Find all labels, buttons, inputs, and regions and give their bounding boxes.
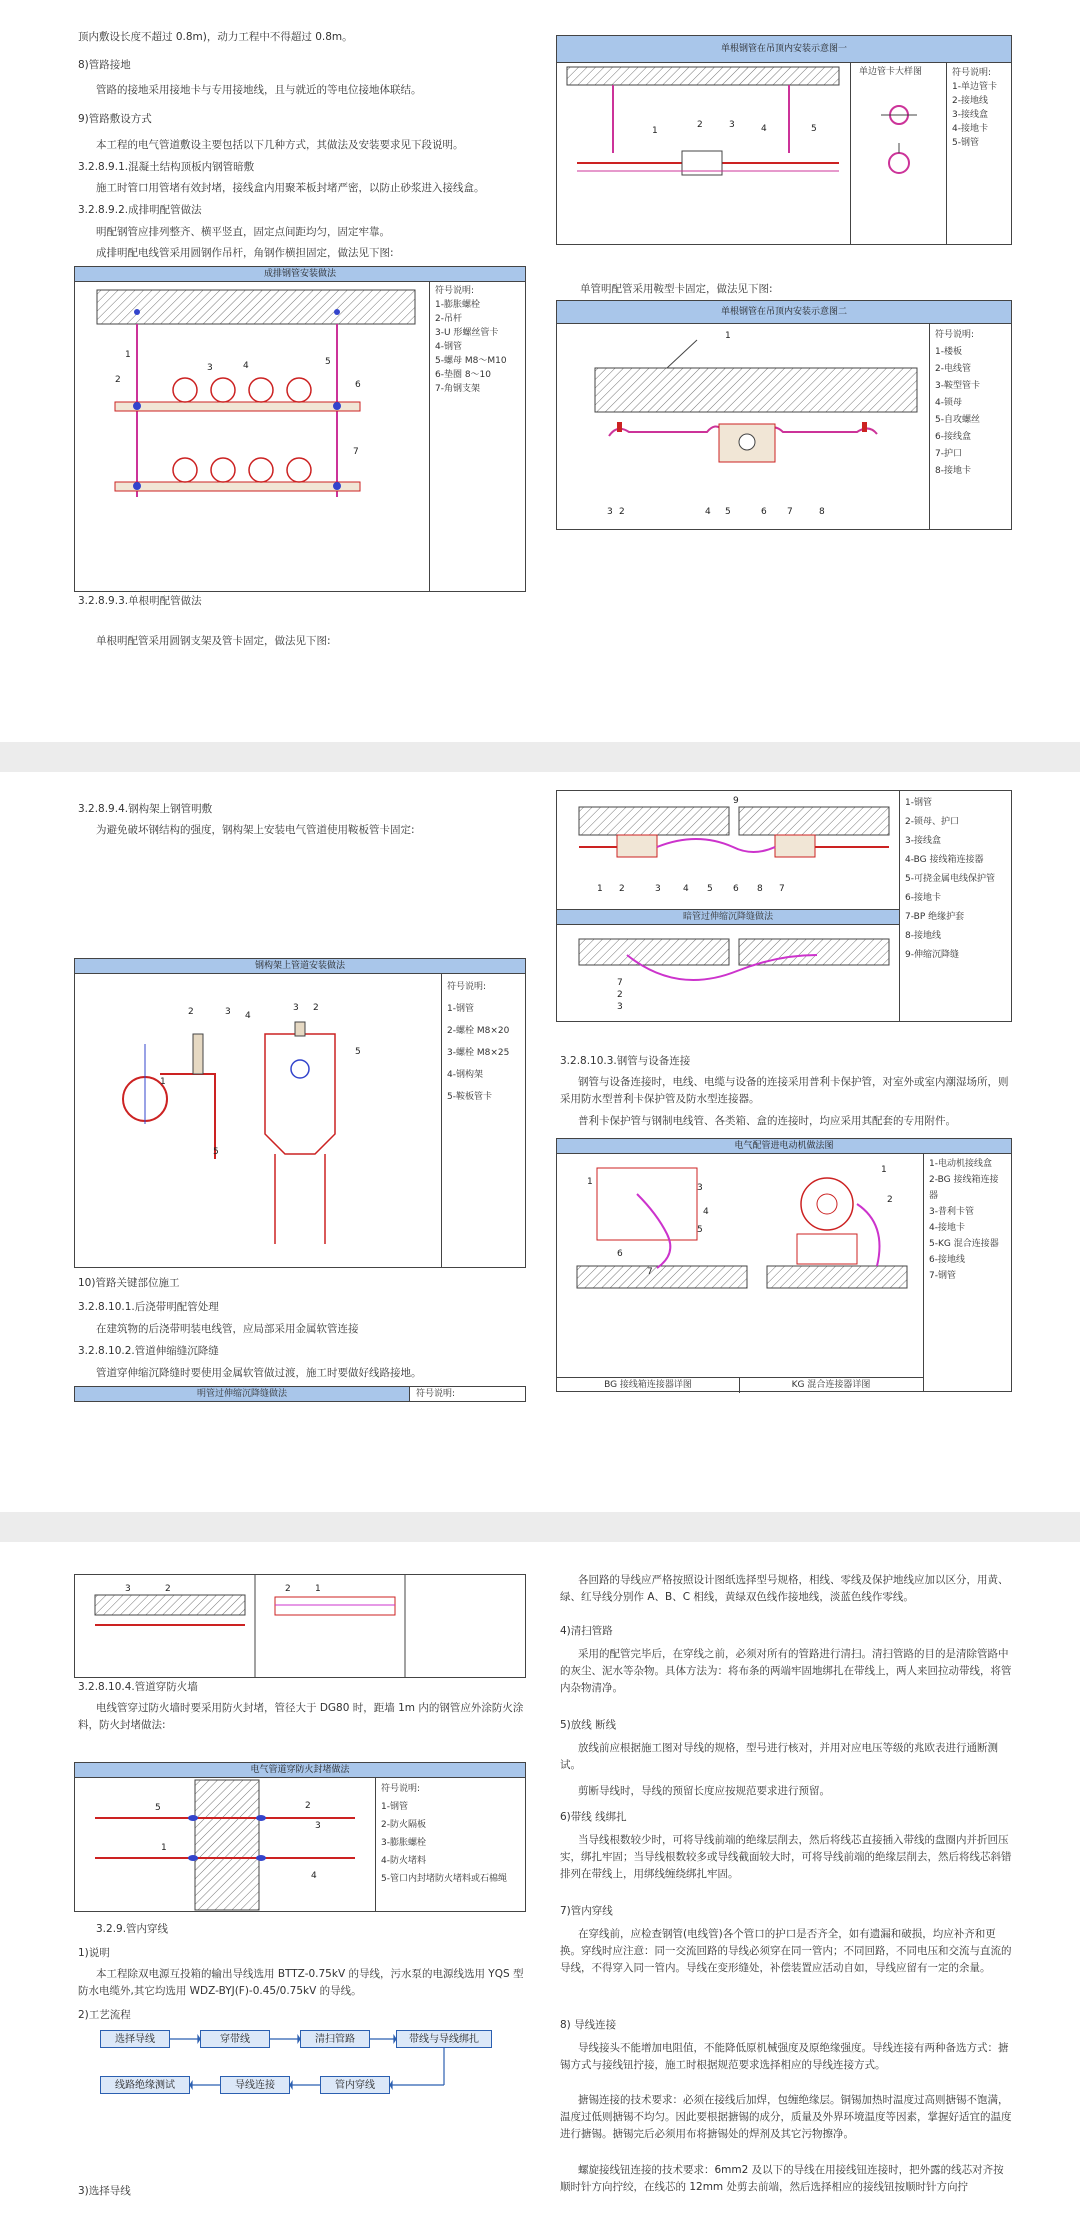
figure-title: 钢构架上管道安装做法 (75, 959, 525, 974)
heading: 3.2.9.管内穿线 (96, 1923, 169, 1935)
figure-title: 单根钢管在吊顶内安装示意图一 (557, 36, 1011, 63)
flow-step-2: 穿带线 (200, 2030, 270, 2048)
firewall-drawing (75, 1778, 375, 1912)
svg-text:3: 3 (125, 1584, 131, 1594)
pipe-clamp-detail (861, 85, 937, 185)
paragraph: 导线接头不能增加电阻值，不能降低原机械强度及原绝缘强度。导线连接有两种备选方式：搪锡方式与接线钮拧接，施工时根据规范要求选择相应的导线连接方式。 (560, 2042, 1009, 2071)
svg-text:8: 8 (757, 884, 763, 894)
svg-text:2: 2 (697, 120, 703, 130)
svg-text:1: 1 (125, 350, 131, 360)
svg-text:6: 6 (733, 884, 739, 894)
heading: 2)工艺流程 (78, 2009, 131, 2021)
svg-text:1: 1 (725, 331, 731, 341)
text-line: 在建筑物的后浇带明装电线管，应局部采用金属软管连接 (96, 1323, 359, 1335)
svg-text:6: 6 (617, 1249, 623, 1259)
figure-steel-frame (74, 958, 526, 1268)
legend: 1-电动机接线盒 2-BG 接线箱连接器 3-普利卡管 4-接地卡 5-KG 混合连接器 6-接地线 7-钢管 (923, 1153, 1011, 1391)
flow-step-6: 导线连接 (220, 2076, 290, 2094)
figure-firewall (74, 1762, 526, 1912)
text-line: 为避免破坏钢结构的强度，钢构架上安装电气管道使用鞍板管卡固定: (96, 824, 415, 836)
flow-arrows (90, 2030, 510, 2110)
figure-title: 电气管道穿防火封堵做法 (75, 1763, 525, 1778)
svg-text:2: 2 (285, 1584, 291, 1594)
heading: 10)管路关键部位施工 (78, 1277, 180, 1289)
page-gap (0, 1512, 1080, 1542)
heading: 1)说明 (78, 1947, 110, 1959)
svg-text:5: 5 (811, 124, 817, 134)
svg-text:3: 3 (225, 1007, 231, 1017)
svg-text:2: 2 (619, 884, 625, 894)
figure-row-conduit (74, 266, 526, 592)
text-line: 顶内敷设长度不超过 0.8m)，动力工程中不得超过 0.8m。 (78, 31, 353, 43)
svg-text:1: 1 (160, 1077, 166, 1087)
legend: 符号说明: 1-钢管 2-螺栓 M8×20 3-螺栓 M8×25 4-钢构架 5-鞍板管卡 (441, 973, 525, 1267)
table-header-expansion (74, 1386, 526, 1402)
paragraph: 放线前应根据施工图对导线的规格，型号进行核对，并用对应电压等级的兆欧表进行通断测试。 (560, 1742, 998, 1771)
svg-text:1: 1 (881, 1165, 887, 1175)
svg-text:3: 3 (729, 120, 735, 130)
figure-motor-connection (556, 1138, 1012, 1392)
caption-kg: KG 混合连接器详图 (791, 1380, 871, 1390)
caption-bg: BG 接线箱连接器详图 (557, 1378, 740, 1393)
flow-step-1: 选择导线 (100, 2030, 170, 2048)
figure-single-conduit-1 (556, 35, 1012, 245)
svg-text:2: 2 (617, 990, 623, 1000)
svg-text:5: 5 (325, 357, 331, 367)
steel-frame-drawing (75, 974, 441, 1268)
paragraph: 电线管穿过防火墙时要采用防火封堵，管径大于 DG80 时，距墙 1m 内的钢管应外涂防火涂料，防火封堵做法: (78, 1702, 524, 1731)
single-conduit-drawing-2 (557, 324, 929, 530)
svg-text:4: 4 (705, 507, 711, 517)
svg-text:7: 7 (787, 507, 793, 517)
svg-text:5: 5 (155, 1803, 161, 1813)
svg-text:4: 4 (245, 1011, 251, 1021)
svg-text:3: 3 (315, 1821, 321, 1831)
svg-text:3: 3 (293, 1003, 299, 1013)
figure-title: 成排钢管安装做法 (75, 267, 525, 282)
svg-text:5: 5 (707, 884, 713, 894)
page-3 (0, 1542, 1080, 2230)
svg-text:7: 7 (617, 978, 623, 988)
heading: 3)选择导线 (78, 2185, 131, 2197)
text-line: 管道穿伸缩沉降缝时要使用金属软管做过渡，施工时要做好线路接地。 (96, 1367, 422, 1379)
svg-text:5: 5 (697, 1225, 703, 1235)
svg-text:1: 1 (652, 126, 658, 136)
text-line: 管路的接地采用接地卡与专用接地线，且与就近的等电位接地体联结。 (96, 84, 422, 96)
svg-text:2: 2 (887, 1195, 893, 1205)
svg-text:2: 2 (619, 507, 625, 517)
paragraph: 螺旋接线钮连接的技术要求：6mm2 及以下的导线在用接线钮连接时，把外露的线芯对齐按顺时针方向拧绞，在线芯的 12mm 处剪去前端，然后选择相应的接线钮按顺时针方向拧 (560, 2164, 1004, 2193)
page-gap (0, 742, 1080, 772)
flow-step-5: 管内穿线 (320, 2076, 390, 2094)
legend: 符号说明: 1-钢管 2-防火隔板 3-膨胀螺栓 4-防火堵料 5-管口内封堵防火堵料或石棉绳 (375, 1777, 525, 1911)
figure-open-pipe (74, 1574, 526, 1678)
detail-title: 单边管卡大样图 (859, 67, 923, 77)
svg-text:4: 4 (311, 1871, 317, 1881)
figure-title: 电气配管进电动机做法图 (557, 1139, 1011, 1154)
svg-text:9: 9 (733, 796, 739, 806)
motor-connection-drawing (557, 1154, 923, 1364)
caption-row (557, 1377, 923, 1393)
page-1 (0, 0, 1080, 742)
flow-step-7: 线路绝缘测试 (100, 2076, 190, 2094)
text-line: 剪断导线时，导线的预留长度应按规范要求进行预留。 (578, 1785, 830, 1797)
heading: 9)管路敷设方式 (78, 113, 152, 125)
svg-text:7: 7 (779, 884, 785, 894)
heading: 3.2.8.9.4.钢构架上钢管明敷 (78, 803, 213, 815)
flow-step-3: 清扫管路 (300, 2030, 370, 2048)
legend: 1-钢管 2-锁母、护口 3-接线盒 4-BG 接线箱连接器 5-可挠金属电线保护管 6-接地卡 7-BP 绝缘护套 8-接地线 9-伸缩沉降缝 (899, 791, 1011, 1021)
svg-text:2: 2 (313, 1003, 319, 1013)
legend: 符号说明: 1-单边管卡 2-接地线 3-接线盒 4-接地卡 5-钢管 (946, 63, 1012, 244)
svg-text:2: 2 (115, 375, 121, 385)
detail-panel (850, 63, 947, 244)
svg-text:4: 4 (243, 361, 249, 371)
figure-expansion-joint (556, 790, 1012, 1022)
page-2 (0, 772, 1080, 1512)
text-line: 成排明配电线管采用圆钢作吊杆，角钢作横担固定，做法见下图: (96, 247, 394, 259)
text-line: 单根明配管采用圆钢支架及管卡固定，做法见下图: (96, 635, 331, 647)
legend: 符号说明: 1-楼板 2-电线管 3-鞍型管卡 4-锁母 5-自攻螺丝 6-接线盒 7-护口 8-接地卡 (929, 324, 1011, 529)
legend: 符号说明: 1-膨胀螺栓 2-吊杆 3-U 形螺丝管卡 4-钢管 5-螺母 M8～M10 6-垫圈 8～10 7-角钢支架 (429, 281, 525, 591)
svg-text:1: 1 (587, 1177, 593, 1187)
svg-text:2: 2 (165, 1584, 171, 1594)
svg-text:7: 7 (353, 447, 359, 457)
paragraph: 搪锡连接的技术要求：必须在接线后加焊，包缠绝缘层。铜锡加热时温度过高则搪锡不饱满，温度过低则搪锡不均匀。因此要根据搪锡的成分，质量及外界环境温度等因素，掌握好适宜的温度进行搪锡。搪锡完后必须用布将搪锡处的焊剂及其它污物擦净。 (560, 2094, 1012, 2140)
heading: 5)放线 断线 (560, 1719, 617, 1731)
svg-text:4: 4 (703, 1207, 709, 1217)
figure-single-conduit-2 (556, 300, 1012, 530)
heading: 3.2.8.9.3.单根明配管做法 (78, 595, 202, 607)
row-conduit-drawing (75, 282, 429, 592)
table-legend-title: 符号说明: (409, 1387, 525, 1401)
svg-text:7: 7 (647, 1267, 653, 1277)
text-line: 施工时管口用管堵有效封堵，接线盒内用聚苯板封堵严密，以防止砂浆进入接线盒。 (96, 182, 485, 194)
heading: 7)管内穿线 (560, 1905, 613, 1917)
figure-subtitle: 暗管过伸缩沉降缝做法 (557, 909, 899, 925)
svg-text:3: 3 (607, 507, 613, 517)
svg-text:4: 4 (761, 124, 767, 134)
svg-text:3: 3 (655, 884, 661, 894)
table-title: 明管过伸缩沉降缝做法 (75, 1387, 409, 1401)
text-line: 单管明配管采用鞍型卡固定，做法见下图: (580, 283, 773, 295)
svg-text:4: 4 (683, 884, 689, 894)
text-line: 明配钢管应排列整齐、横平竖直，固定点间距均匀，固定牢靠。 (96, 226, 390, 238)
paragraph: 在穿线前，应检查钢管(电线管)各个管口的护口是否齐全，如有遗漏和破损，均应补齐和更换。穿线时应注意：同一交流回路的导线必须穿在同一管内；不同回路，不同电压和交流与直流的导线，不得穿入同一管内。导线在变形缝处，补偿装置应活动自如，导线应留有一定的余量。 (560, 1928, 1012, 1974)
single-conduit-drawing-1 (557, 63, 849, 245)
heading: 4)清扫管路 (560, 1625, 613, 1637)
heading: 3.2.8.10.4.管道穿防火墙 (78, 1681, 198, 1693)
svg-text:5: 5 (355, 1047, 361, 1057)
svg-text:2: 2 (188, 1007, 194, 1017)
heading: 3.2.8.10.3.钢管与设备连接 (560, 1055, 691, 1067)
open-pipe-drawing (75, 1575, 527, 1677)
heading: 3.2.8.10.2.管道伸缩缝沉降缝 (78, 1345, 219, 1357)
expansion-joint-drawing-1 (557, 791, 899, 909)
figure-title: 单根钢管在吊顶内安装示意图二 (557, 301, 1011, 324)
svg-text:3: 3 (207, 363, 213, 373)
paragraph: 当导线根数较少时，可将导线前端的绝缘层削去，然后将线芯直接插入带线的盘圈内并折回压实，绑扎牢固；当导线根数较多或导线截面较大时，可将导线前端的绝缘层削去，然后将线芯斜错排列在带线上，用绑线缠绕绑扎牢固。 (560, 1834, 1012, 1880)
text-line: 普利卡保护管与钢制电线管、各类箱、盒的连接时，均应采用其配套的专用附件。 (578, 1115, 956, 1127)
svg-text:3: 3 (697, 1183, 703, 1193)
process-flow (90, 2030, 510, 2110)
heading: 3.2.8.10.1.后浇带明配管处理 (78, 1301, 219, 1313)
heading: 8) 导线连接 (560, 2019, 617, 2031)
svg-text:6: 6 (761, 507, 767, 517)
paragraph: 各回路的导线应严格按照设计图纸选择型号规格，相线、零线及保护地线应加以区分，用黄、绿、红导线分别作 A、B、C 相线，黄绿双色线作接地线，淡蓝色线作零线。 (560, 1574, 1009, 1603)
svg-text:2: 2 (305, 1801, 311, 1811)
svg-text:5: 5 (213, 1147, 219, 1157)
svg-text:5: 5 (725, 507, 731, 517)
svg-text:1: 1 (315, 1584, 321, 1594)
svg-text:1: 1 (161, 1843, 167, 1853)
heading: 8)管路接地 (78, 59, 131, 71)
text-line: 本工程的电气管道敷设主要包括以下几种方式，其做法及安装要求见下段说明。 (96, 139, 464, 151)
svg-text:3: 3 (617, 1002, 623, 1012)
paragraph: 本工程除双电源互投箱的输出导线选用 BTTZ-0.75kV 的导线，污水泵的电源线选用 YQS 型防水电缆外,其它均选用 WDZ-BYJ(F)-0.45/0.75kV 的导线。 (78, 1968, 524, 1997)
flow-step-4: 带线与导线绑扎 (396, 2030, 492, 2048)
paragraph: 钢管与设备连接时，电线、电缆与设备的连接采用普利卡保护管，对室外或室内潮湿场所，则采用防水型普利卡保护管及防水型连接器。 (560, 1076, 1009, 1105)
heading: 6)带线 线绑扎 (560, 1811, 627, 1823)
svg-text:6: 6 (355, 380, 361, 390)
expansion-joint-drawing-2 (557, 925, 899, 1021)
svg-text:1: 1 (597, 884, 603, 894)
paragraph: 采用的配管完毕后，在穿线之前，必须对所有的管路进行清扫。清扫管路的目的是清除管路中的灰尘、泥水等杂物。具体方法为：将布条的两端牢固地绑扎在带线上，两人来回拉动带线，将管内杂物清净。 (560, 1648, 1012, 1694)
heading: 3.2.8.9.1.混凝土结构顶板内钢管暗敷 (78, 161, 255, 173)
heading: 3.2.8.9.2.成排明配管做法 (78, 204, 202, 216)
svg-text:8: 8 (819, 507, 825, 517)
